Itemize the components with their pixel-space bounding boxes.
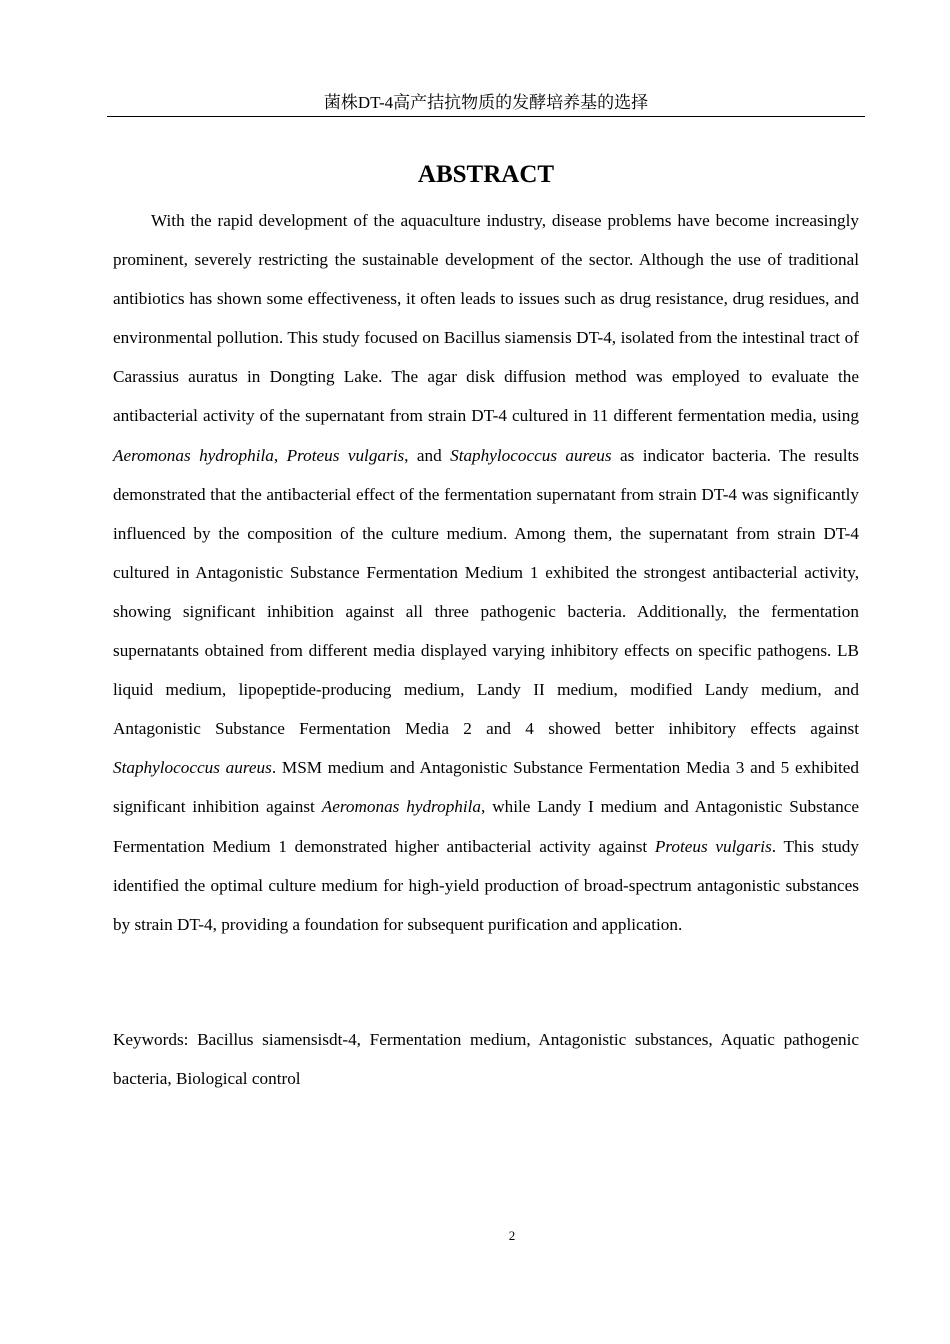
abstract-text: as indicator bacteria. The results demonstrated that the antibacterial effect of the fermentation supernatant from strain DT-4 was significantly influenced by the composition of the culture medium. Among them, the supernatant from strain DT-4 cultured in Antagonistic Substance Fermentation Medium 1 exhibited the strongest antibacterial activity, showing significant inhibition against all three pathogenic bacteria. Additionally, the fermentation supernatants obtained from different media displayed varying inhibitory effects on specific pathogens. LB liquid medium, lipopeptide-producing medium, Landy II medium, modified Landy medium, and Antagonistic Substance Fermentation Media 2 and 4 showed better inhibitory effects against <box>113 445 859 739</box>
species-name: Proteus vulgaris <box>654 836 772 856</box>
page-number: 2 <box>508 1228 516 1243</box>
abstract-text: , <box>273 445 287 465</box>
running-header-title: 菌株DT-4高产拮抗物质的发酵培养基的选择 <box>323 93 649 112</box>
abstract-heading: ABSTRACT <box>417 161 555 188</box>
abstract-text: With the rapid development of the aquaculture industry, disease problems have become increasingly prominent, severely restricting the sustainable development of the sector. Although the use of traditional antibiotics has shown some effectiveness, it often leads to issues such as drug resistance, drug residues, and environmental pollution. This study focused on Bacillus siamensis DT-4, isolated from the intestinal tract of Carassius auratus in Dongting Lake. The agar disk diffusion method was employed to evaluate the antibacterial activity of the supernatant from strain DT-4 cultured in 11 different fermentation media, using <box>113 211 859 426</box>
header-rule <box>107 116 865 117</box>
species-name: Proteus vulgaris <box>286 445 405 465</box>
abstract-text: , and <box>404 445 451 465</box>
species-name: Aeromonas hydrophila <box>321 797 482 817</box>
species-name: Staphylococcus aureus <box>450 445 612 465</box>
species-name: Aeromonas hydrophila <box>113 445 274 465</box>
abstract-paragraph <box>113 201 859 944</box>
abstract-text: . MSM medium and Antagonistic Substance Fermentation Media 3 and 5 exhibited significant inhibition against <box>113 758 860 817</box>
abstract-text: , while Landy I medium and Antagonistic Substance Fermentation Medium 1 demonstrated higher antibacterial activity against <box>113 797 859 856</box>
abstract-text: . This study identified the optimal culture medium for high-yield production of broad-spectrum antagonistic substances by strain DT-4, providing a foundation for subsequent purification and application. <box>113 836 859 934</box>
keywords-line: Keywords: Bacillus siamensisdt-4, Fermentation medium, Antagonistic substances, Aquatic pathogenic bacteria, Biological control <box>113 1030 859 1088</box>
species-name: Staphylococcus aureus <box>113 758 272 778</box>
